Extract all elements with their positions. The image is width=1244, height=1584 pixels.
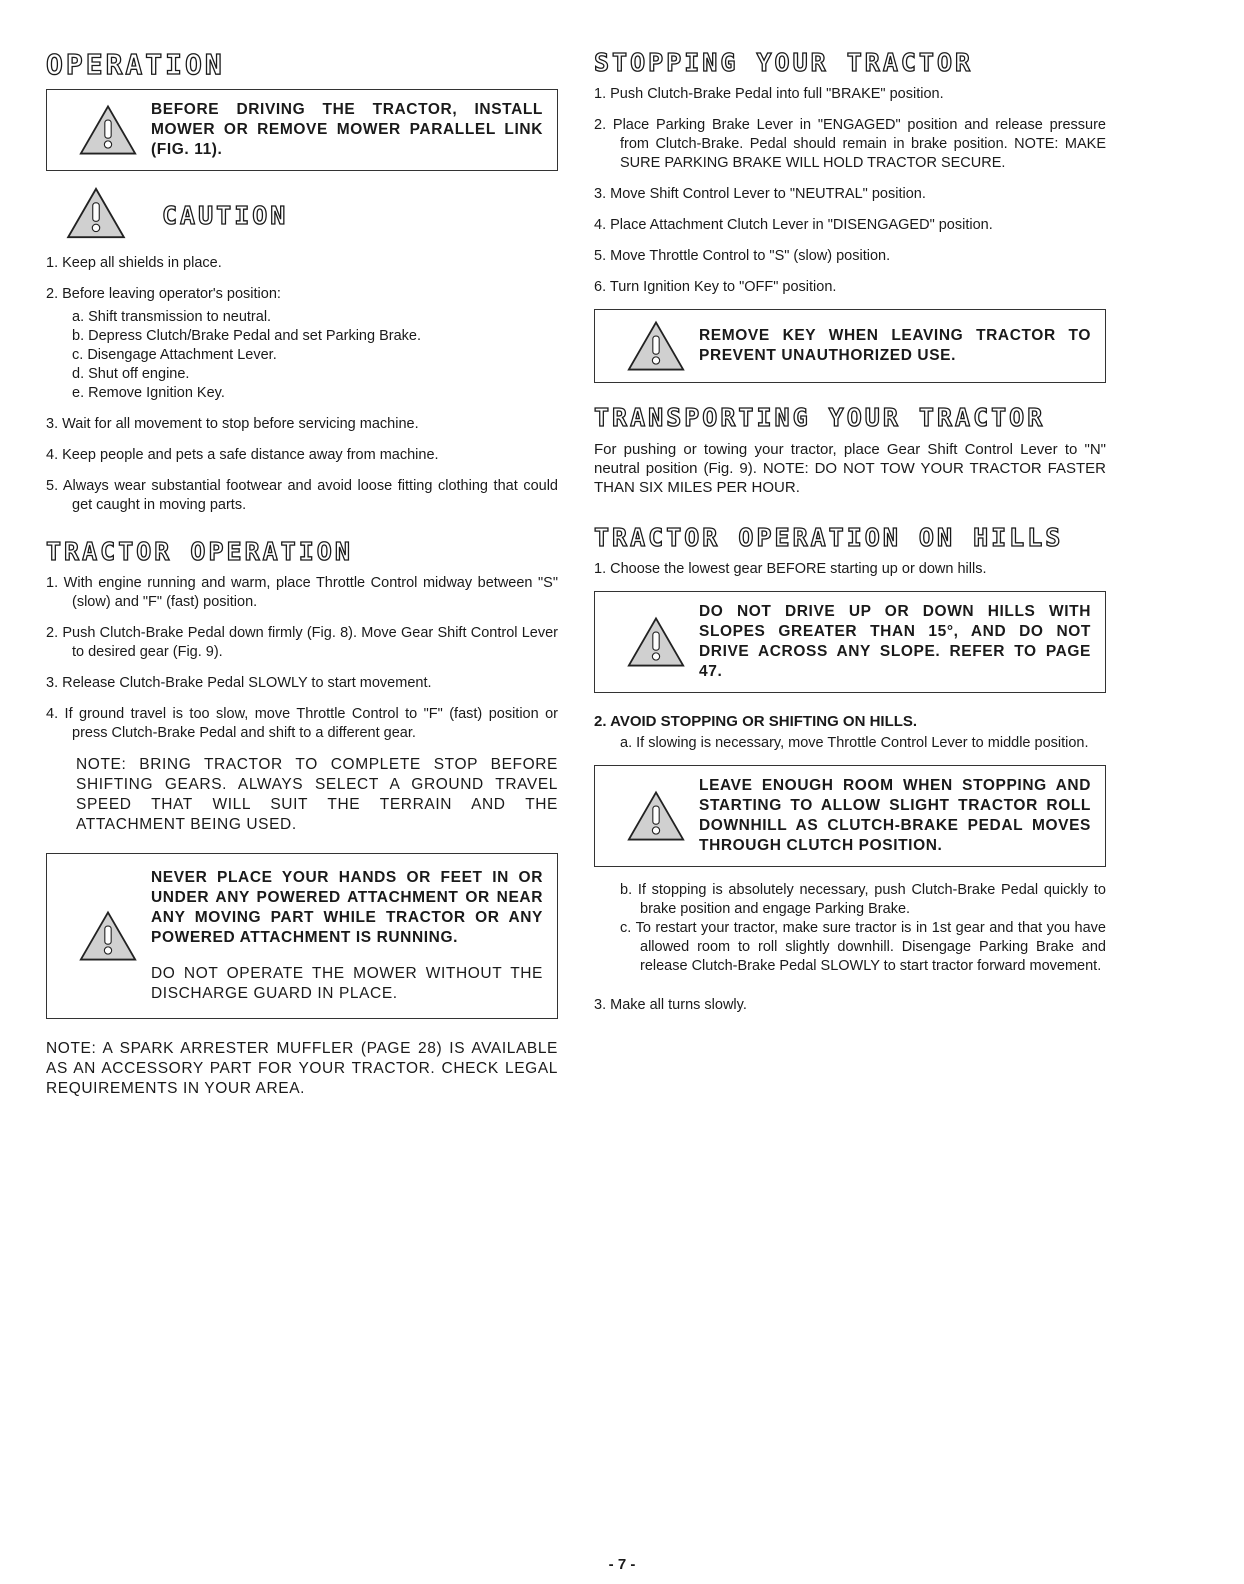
caution-subitem: a. Shift transmission to neutral.	[72, 309, 272, 325]
guard-warning-text: DO NOT OPERATE THE MOWER WITHOUT THE DISCHARGE GUARD IN PLACE.	[151, 965, 543, 1002]
stopping-item: 3. Move Shift Control Lever to "NEUTRAL" position.	[594, 186, 926, 202]
stopping-item: 2. Place Parking Brake Lever in "ENGAGED" position and release pressure from Clutch-Brake. Pedal should remain in brake position. NOTE: MAKE SURE PARKING BRAKE WILL HOLD TRACTOR SECURE.	[594, 117, 1107, 171]
caution-item: 4. Keep people and pets a safe distance away from machine.	[46, 447, 439, 463]
caution-item: 1. Keep all shields in place.	[46, 255, 222, 271]
hills-warning-text: DO NOT DRIVE UP OR DOWN HILLS WITH SLOPES GREATER THAN 15°, AND DO NOT DRIVE ACROSS ANY SLOPE. REFER TO PAGE 47.	[699, 603, 1091, 680]
operation-title: OPERATION	[46, 48, 225, 81]
warning-triangle-icon	[627, 320, 685, 372]
caution-subitem: b. Depress Clutch/Brake Pedal and set Parking Brake.	[72, 328, 421, 344]
hills-sublist-a	[620, 734, 1106, 753]
hills-item: 1. Choose the lowest gear BEFORE starting up or down hills.	[594, 561, 987, 577]
caution-sublist	[72, 308, 558, 403]
caution-title: CAUTION	[162, 201, 289, 230]
key-warning-text: REMOVE KEY WHEN LEAVING TRACTOR TO PREVENT UNAUTHORIZED USE.	[699, 327, 1091, 364]
operation-item: 2. Push Clutch-Brake Pedal down firmly (Fig. 8). Move Gear Shift Control Lever to desired gear (Fig. 9).	[46, 625, 558, 660]
hills-title: TRACTOR OPERATION ON HILLS	[594, 523, 1064, 552]
hills-subitem: a. If slowing is necessary, move Throttle Control Lever to middle position.	[620, 735, 1089, 751]
stopping-item: 5. Move Throttle Control to "S" (slow) position.	[594, 248, 891, 264]
operation-item: 4. If ground travel is too slow, move Throttle Control to "F" (fast) position or press Clutch-Brake Pedal and shift to a different gear.	[46, 706, 559, 741]
stopping-item: 6. Turn Ignition Key to "OFF" position.	[594, 279, 837, 295]
hills-subitem: b. If stopping is absolutely necessary, push Clutch-Brake Pedal quickly to brake position and engage Parking Brake.	[620, 882, 1106, 917]
hands-warning-text: NEVER PLACE YOUR HANDS OR FEET IN OR UNDER ANY POWERED ATTACHMENT OR NEAR ANY MOVING PART WHILE TRACTOR OR ANY POWERED ATTACHMENT IS RUNNING.	[151, 869, 543, 946]
operation-item: 3. Release Clutch-Brake Pedal SLOWLY to start movement.	[46, 675, 432, 691]
stopping-item: 1. Push Clutch-Brake Pedal into full "BRAKE" position.	[594, 86, 944, 102]
stopping-title: STOPPING YOUR TRACTOR	[594, 48, 974, 77]
hills-item-avoid: 2. AVOID STOPPING OR SHIFTING ON HILLS.	[594, 713, 918, 730]
operation-item: 1. With engine running and warm, place Throttle Control midway between "S" (slow) and "F" (fast) position.	[46, 575, 558, 610]
caution-subitem: c. Disengage Attachment Lever.	[72, 347, 277, 363]
right-column	[594, 48, 1106, 1027]
room-warning-box	[594, 765, 1106, 867]
hands-warning-box	[46, 853, 558, 1019]
hills-item: 3. Make all turns slowly.	[594, 997, 747, 1013]
stopping-item: 4. Place Attachment Clutch Lever in "DISENGAGED" position.	[594, 217, 993, 233]
warning-triangle-icon	[627, 616, 685, 668]
left-column	[46, 48, 558, 1113]
muffler-note: NOTE: A SPARK ARRESTER MUFFLER (PAGE 28) IS AVAILABLE AS AN ACCESSORY PART FOR YOUR TRACTOR. CHECK LEGAL REQUIREMENTS IN YOUR AREA.	[46, 1040, 558, 1097]
caution-subitem: e. Remove Ignition Key.	[72, 385, 225, 401]
caution-subitem: d. Shut off engine.	[72, 366, 190, 382]
transporting-title: TRANSPORTING YOUR TRACTOR	[594, 403, 1046, 432]
warning-triangle-icon	[627, 790, 685, 842]
warning-triangle-icon	[79, 910, 137, 962]
hills-sublist-bc	[620, 881, 1106, 976]
hills-subitem: c. To restart your tractor, make sure tractor is in 1st gear and that you have allowed room to roll slightly downhill. Disengage Parking Brake and release Clutch-Brake Pedal SLOWLY to start tractor forward movement.	[620, 920, 1106, 974]
caution-item: 5. Always wear substantial footwear and avoid loose fitting clothing that could get caught in moving parts.	[46, 478, 558, 513]
install-warning-text: BEFORE DRIVING THE TRACTOR, INSTALL MOWER OR REMOVE MOWER PARALLEL LINK (FIG. 11).	[151, 101, 543, 158]
tractor-operation-title: TRACTOR OPERATION	[46, 537, 353, 566]
shifting-note: NOTE: BRING TRACTOR TO COMPLETE STOP BEFORE SHIFTING GEARS. ALWAYS SELECT A GROUND TRAVEL SPEED THAT WILL SUIT THE TERRAIN AND THE ATTACHMENT BEING USED.	[76, 756, 558, 833]
transporting-text: For pushing or towing your tractor, place Gear Shift Control Lever to "N" neutral position (Fig. 9). NOTE: DO NOT TOW YOUR TRACTOR FASTER THAN SIX MILES PER HOUR.	[594, 441, 1106, 496]
page-number: - 7 -	[608, 1556, 636, 1573]
install-warning-box	[46, 89, 558, 171]
key-warning-box	[594, 309, 1106, 383]
hills-warning-box	[594, 591, 1106, 693]
warning-triangle-icon	[79, 104, 137, 156]
room-warning-text: LEAVE ENOUGH ROOM WHEN STOPPING AND STARTING TO ALLOW SLIGHT TRACTOR ROLL DOWNHILL AS CLUTCH-BRAKE PEDAL MOVES THROUGH CLUTCH POSITION.	[699, 777, 1091, 854]
caution-item: 3. Wait for all movement to stop before servicing machine.	[46, 416, 419, 432]
caution-item: 2. Before leaving operator's position:	[46, 286, 281, 302]
caution-heading	[46, 187, 558, 244]
warning-triangle-icon	[66, 187, 126, 239]
